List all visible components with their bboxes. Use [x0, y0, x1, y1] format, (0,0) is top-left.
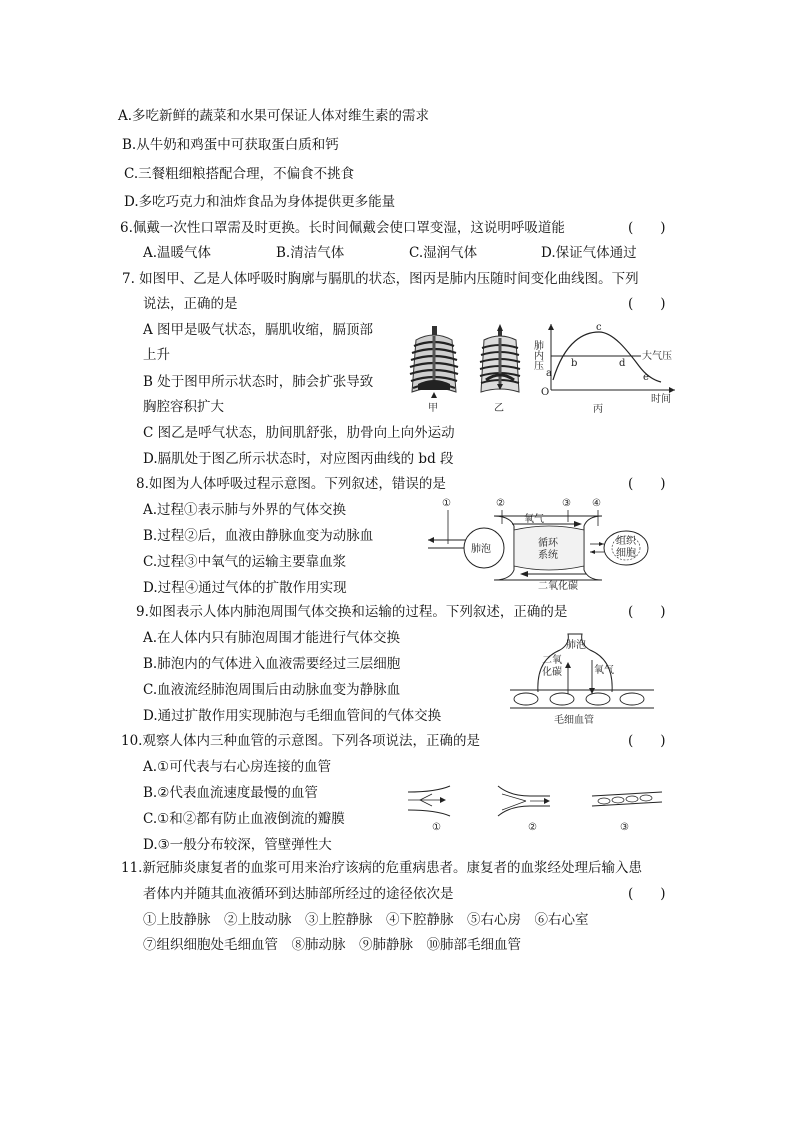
label-alveolus: 肺泡 — [471, 544, 491, 555]
q6-stem: 6.佩戴一次性口罩需及时更换。长时间佩戴会使口罩变湿，这说明呼吸道能 — [120, 220, 565, 236]
q7-option-b-line2: 胸腔容积扩大 — [143, 399, 224, 415]
q7-answer-paren: ( ) — [628, 296, 666, 312]
label-b: b — [571, 358, 578, 369]
label-co2: 二氧化碳 — [538, 581, 578, 592]
q7-option-b-line1: B 处于图甲所示状态时，肺会扩张导致 — [143, 374, 374, 390]
label-tissue-1: 组织 — [616, 536, 636, 547]
q6-option-d: D.保证气体通过 — [541, 245, 637, 261]
q7-stem-line2: 说法，正确的是 — [143, 296, 238, 312]
q7-ribcage-figure — [398, 322, 538, 417]
q7-stem-line1: 7. 如图甲、乙是人体呼吸时胸廓与膈肌的状态，图丙是肺内压随时间变化曲线图。下列 — [122, 271, 639, 287]
label-c: c — [596, 322, 602, 333]
label-jia: 甲 — [428, 403, 438, 414]
label-vessel-2: ② — [528, 822, 537, 833]
q11-stem-line1: 11.新冠肺炎康复者的血浆可用来治疗该病的危重病患者。康复者的血浆经处理后输入患 — [121, 860, 642, 876]
label-e: e — [643, 372, 649, 383]
q9-stem: 9.如图表示人体内肺泡周围气体交换和运输的过程。下列叙述，正确的是 — [136, 604, 568, 620]
vessel-3-illustration — [592, 792, 662, 833]
q8-option-c: C.过程③中氧气的运输主要靠血浆 — [143, 554, 347, 570]
q5-option-d: D.多吃巧克力和油炸食品为身体提供更多能量 — [124, 194, 396, 210]
q7-option-a-line1: A 图甲是吸气状态，膈肌收缩，膈顶部 — [143, 322, 374, 338]
label-vessel-1: ① — [432, 822, 441, 833]
q9-option-a: A.在人体内只有肺泡周围才能进行气体交换 — [143, 630, 401, 646]
label-process-3: ③ — [562, 498, 571, 509]
q9-option-b: B.肺泡内的气体进入血液需要经过三层细胞 — [143, 656, 401, 672]
q10-vessels-diagram — [406, 782, 666, 838]
q11-path-options-line2: ⑦组织细胞处毛细血管 ⑧肺动脉 ⑨肺静脉 ⑩肺部毛细血管 — [143, 937, 521, 953]
ribcage-jia-illustration — [410, 326, 458, 398]
q5-option-c: C.三餐粗细粮搭配合理，不偏食不挑食 — [124, 166, 355, 182]
q7-option-a-line2: 上升 — [143, 347, 170, 363]
q8-option-a: A.过程①表示肺与外界的气体交换 — [143, 502, 347, 518]
ylabel — [532, 339, 544, 371]
label-process-2: ② — [496, 498, 505, 509]
q10-option-d: D.③一般分布较深，管壁弹性大 — [143, 837, 332, 853]
label-process-4: ④ — [592, 498, 601, 509]
q8-stem: 8.如图为人体呼吸过程示意图。下列叙述，错误的是 — [136, 476, 446, 492]
label-vessel-3: ③ — [620, 822, 629, 833]
q9-answer-paren: ( ) — [628, 604, 666, 620]
label-circulation-2: 系统 — [538, 550, 558, 561]
q8-option-d: D.过程④通过气体的扩散作用实现 — [143, 580, 347, 596]
q7-option-c: C 图乙是呼气状态，肋间肌舒张，肋骨向上向外运动 — [143, 425, 455, 441]
vessel-2-illustration — [498, 786, 550, 833]
q8-answer-paren: ( ) — [628, 476, 666, 492]
q10-option-b: B.②代表血流速度最慢的血管 — [143, 785, 318, 801]
label-atmospheric-pressure: 大气压 — [642, 351, 672, 362]
q11-path-options-line1: ①上肢静脉 ②上肢动脉 ③上腔静脉 ④下腔静脉 ⑤右心房 ⑥右心室 — [143, 912, 589, 928]
q10-option-a: A.①可代表与右心房连接的血管 — [143, 759, 332, 775]
label-yi: 乙 — [494, 403, 504, 414]
q6-option-c: C.湿润气体 — [409, 245, 478, 261]
q11-stem-line2: 者体内并随其血液循环到达肺部所经过的途径依次是 — [143, 886, 454, 902]
q6-option-a: A.温暖气体 — [143, 245, 212, 261]
label-bing: 丙 — [593, 404, 603, 415]
q9-gas-exchange-diagram — [508, 630, 658, 730]
label-circulation-1: 循环 — [538, 538, 558, 549]
label-a: a — [546, 368, 552, 379]
xlabel: 时间 — [651, 394, 671, 405]
q9-option-c: C.血液流经肺泡周围后由动脉血变为静脉血 — [143, 682, 401, 698]
label-d: d — [619, 358, 626, 369]
label-tissue-2: 细胞 — [616, 548, 636, 559]
label-alveolus: 肺泡 — [566, 640, 586, 651]
q11-answer-paren: ( ) — [628, 886, 666, 902]
q8-option-b: B.过程②后，血液由静脉血变为动脉血 — [143, 528, 374, 544]
q7-option-d: D.膈肌处于图乙所示状态时，对应图丙曲线的 bd 段 — [143, 451, 454, 467]
q10-option-c: C.①和②都有防止血液倒流的瓣膜 — [143, 811, 345, 827]
label-oxygen: 氧气 — [594, 665, 614, 676]
svg-text:肺内压: 肺内压 — [531, 340, 543, 370]
q10-stem: 10.观察人体内三种血管的示意图。下列各项说法，正确的是 — [121, 733, 480, 749]
vessel-1-illustration — [408, 786, 450, 833]
label-capillary: 毛细血管 — [554, 715, 594, 726]
label-oxygen: 氧气 — [524, 514, 544, 525]
label-process-1: ① — [442, 498, 451, 509]
q5-option-b: B.从牛奶和鸡蛋中可获取蛋白质和钙 — [122, 137, 339, 153]
ribcage-yi-illustration — [480, 324, 520, 392]
q8-respiration-diagram — [426, 496, 662, 598]
q9-option-d: D.通过扩散作用实现肺泡与毛细血管间的气体交换 — [143, 708, 442, 724]
q5-option-a: A.多吃新鲜的蔬菜和水果可保证人体对维生素的需求 — [118, 108, 430, 124]
q7-pressure-chart — [531, 320, 680, 420]
label-origin: O — [541, 387, 550, 398]
q6-answer-paren: ( ) — [628, 220, 666, 236]
label-co2-line1: 二氧 — [542, 655, 562, 666]
q10-answer-paren: ( ) — [628, 733, 666, 749]
q6-option-b: B.清洁气体 — [276, 245, 345, 261]
label-co2-line2: 化碳 — [542, 667, 562, 678]
